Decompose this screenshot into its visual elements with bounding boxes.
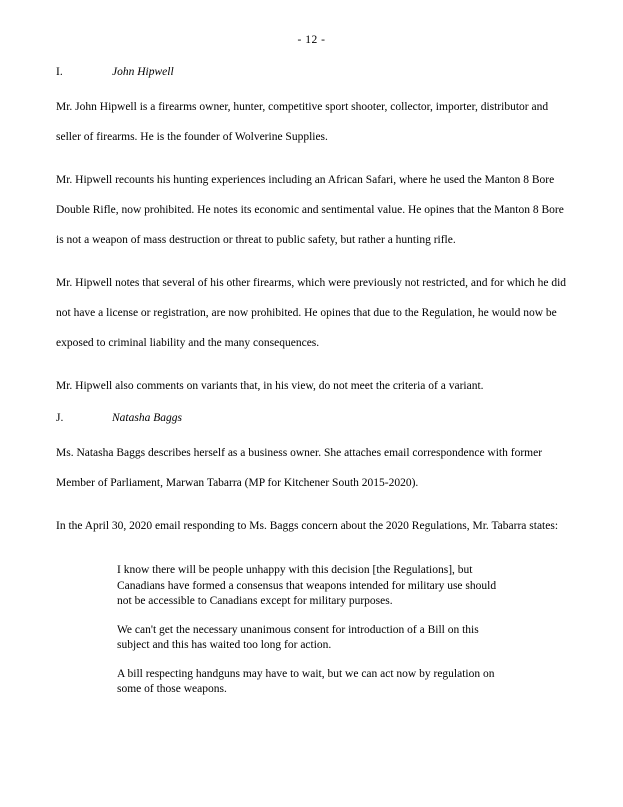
section-letter-i: I. [56,66,63,78]
paragraph: Mr. Hipwell also comments on variants that, in his view, do not meet the criteria of a variant. [56,380,484,392]
paragraph: In the April 30, 2020 email responding to Ms. Baggs concern about the 2020 Regulations, Mr. Tabarra states: [56,520,559,532]
section-title-j: Natasha Baggs [112,412,182,424]
section-title-i: John Hipwell [112,66,174,78]
quote-paragraph: I know there will be people unhappy with this decision [the Regulations], but Canadians have formed a consensus that weapons intended for military use should not be accessible to Canadians except for military purposes. [117,564,497,607]
page-number: - 12 - [297,34,326,46]
quote-paragraph: A bill respecting handguns may have to wait, but we can act now by regulation on some of those weapons. [117,667,495,695]
paragraph: Mr. Hipwell recounts his hunting experiences including an African Safari, where he used the Manton 8 Bore Double Rifle, now prohibited. He notes its economic and sentimental value. He opines that the Manton 8 Bore is not a weapon of mass destruction or threat to public safety, but rather a hunting rifle. [56,174,564,246]
paragraph: Ms. Natasha Baggs describes herself as a business owner. She attaches email correspondence with former Member of Parliament, Marwan Tabarra (MP for Kitchener South 2015-2020). [56,447,543,489]
paragraph: Mr. John Hipwell is a firearms owner, hunter, competitive sport shooter, collector, importer, distributor and seller of firearms. He is the founder of Wolverine Supplies. [56,101,549,143]
section-letter-j: J. [56,412,64,424]
paragraph: Mr. Hipwell notes that several of his other firearms, which were previously not restricted, and for which he did not have a license or registration, are now prohibited. He opines that due to the Regulation, he would now be exposed to criminal liability and the many consequences. [56,277,567,349]
section-heading-i [56,66,567,78]
block-quote [117,563,513,698]
section-heading-j [56,412,567,424]
quote-paragraph: We can't get the necessary unanimous consent for introduction of a Bill on this subject and this has waited too long for action. [117,623,479,651]
